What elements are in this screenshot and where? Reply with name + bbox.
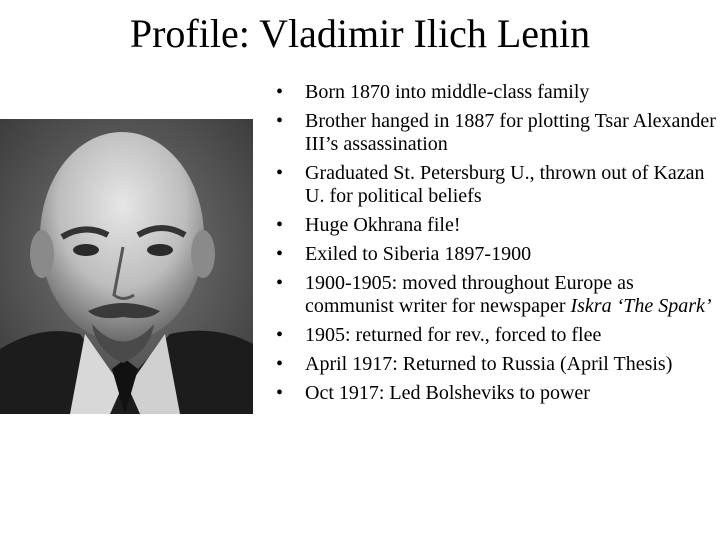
bullet-text: Born 1870 into middle-class family	[305, 81, 590, 103]
bullet-icon: •	[276, 110, 284, 132]
bullet-text: 1900-1905: moved throughout Europe as communist writer for newspaper	[305, 272, 634, 317]
bullet-italic-text: Iskra ‘The Spark’	[570, 295, 712, 317]
bullet-text: Graduated St. Petersburg U., thrown out of Kazan U. for political beliefs	[305, 162, 705, 207]
bullet-text: 1905: returned for rev., forced to flee	[305, 324, 602, 346]
list-item	[276, 81, 716, 104]
list-item	[276, 324, 716, 347]
bullet-text: Oct 1917: Led Bolsheviks to power	[305, 382, 590, 404]
slide-title: Profile: Vladimir Ilich Lenin	[129, 11, 591, 56]
lenin-portrait-image	[0, 119, 253, 414]
bullet-icon: •	[276, 162, 284, 184]
bullet-icon: •	[276, 214, 284, 236]
bullet-icon: •	[276, 382, 284, 404]
bullet-text: April 1917: Returned to Russia (April Thesis)	[305, 353, 673, 375]
list-item	[276, 243, 716, 266]
bullet-text: Brother hanged in 1887 for plotting Tsar Alexander III’s assassination	[305, 110, 716, 155]
list-item	[276, 110, 716, 156]
bullet-text: Exiled to Siberia 1897-1900	[305, 243, 532, 265]
list-item	[276, 162, 716, 208]
bullet-list	[276, 81, 716, 411]
list-item	[276, 382, 716, 405]
list-item	[276, 353, 716, 376]
list-item	[276, 214, 716, 237]
list-item	[276, 272, 716, 318]
bullet-icon: •	[276, 81, 284, 103]
bullet-icon: •	[276, 272, 284, 294]
bullet-text: Huge Okhrana file!	[305, 214, 461, 236]
bullet-icon: •	[276, 324, 284, 346]
portrait-photo-icon	[0, 119, 253, 414]
bullet-icon: •	[276, 353, 284, 375]
bullet-icon: •	[276, 243, 284, 265]
